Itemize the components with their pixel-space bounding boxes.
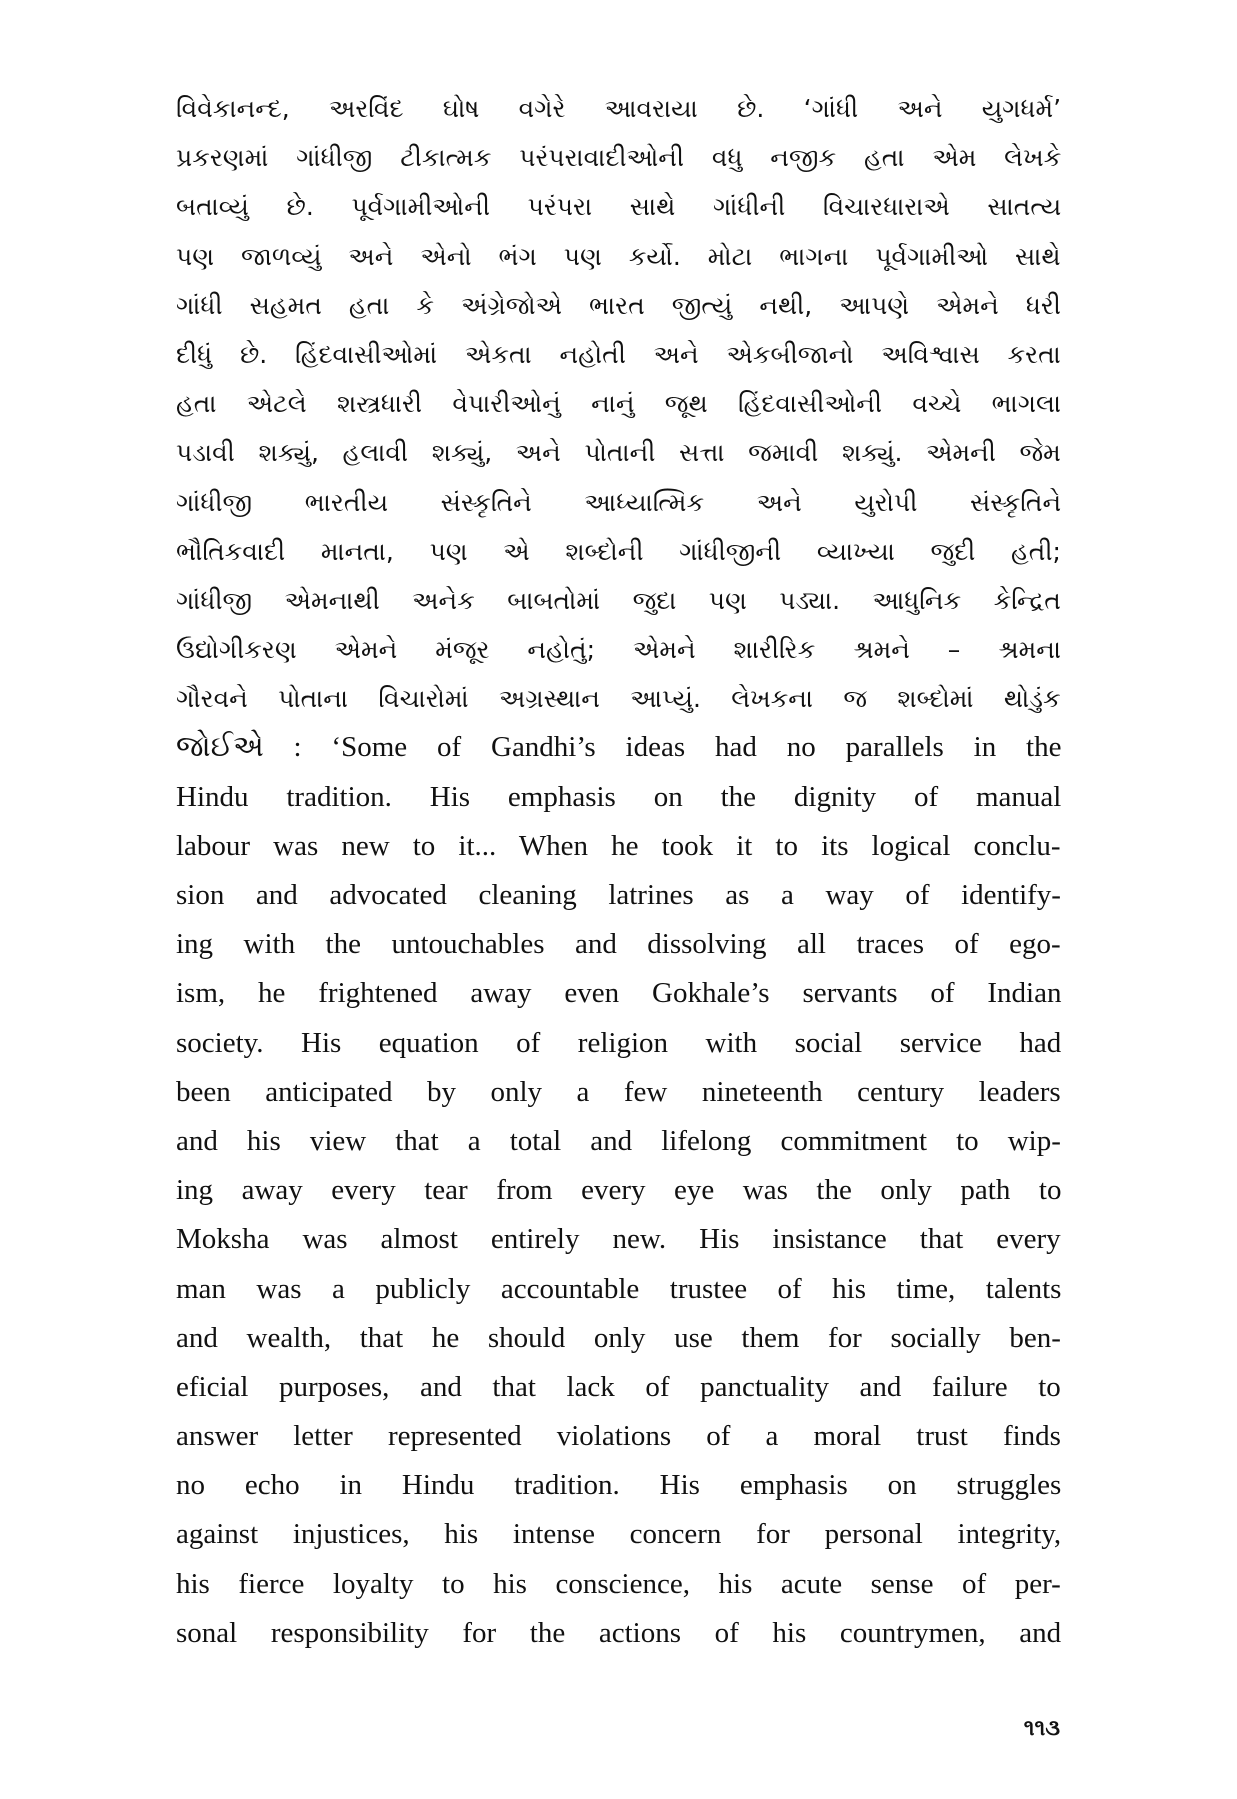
text-line: answer letter represented violations of a moral trust finds [176,1420,1061,1453]
text-line: against injustices, his intense concern for personal integrity, [176,1518,1062,1551]
text-line: sion and advocated cleaning latrines as a way of identify- [176,879,1061,911]
text-line: ing away every tear from every eye was the only path to [176,1174,1062,1207]
text-line: Hindu tradition. His emphasis on the dignity of manual [176,780,1062,813]
text-line: labour was new to it... When he took it to its logical conclu- [176,829,1061,862]
text-line: ગૌરવને પોતાના વિચારોમાં અગ્રસ્થાન આપ્યું. લેખકના જ શબ્દોમાં થોડુંક [176,684,1061,714]
text-line: બતાવ્યું છે. પૂર્વગામીઓની પરંપરા સાથે ગાંધીની વિચારધારાએ સાતત્ય [176,192,1062,222]
text-line: sonal responsibility for the actions of his countrymen, and [176,1616,1062,1649]
text-line: વિવેકાનન્દ, અરવિંદ ઘોષ વગેરે આવરાયા છે. ‘ગાંધી અને યુગધર્મ’ [176,94,1062,123]
text-line: પ્રકરણમાં ગાંધીજી ટીકાત્મક પરંપરાવાદીઓની વધુ નજીક હતા એમ લેખકે [176,143,1062,173]
text-line: and wealth, that he should only use them for socially ben- [176,1321,1061,1354]
text-line: man was a publicly accountable trustee of his time, talents [176,1272,1062,1305]
text-line: પણ જાળવ્યું અને એનો ભંગ પણ કર્યો. મોટા ભાગના પૂર્વગામીઓ સાથે [176,241,1061,271]
text-line: his fierce loyalty to his conscience, his acute sense of per- [176,1567,1061,1600]
text-line: હતા એટલે શસ્ત્રધારી વેપારીઓનું નાનું જૂથ હિંદવાસીઓની વચ્ચે ભાગલા [176,389,1062,419]
text-line: ભૌતિકવાદી માનતા, પણ એ શબ્દોની ગાંધીજીની વ્યાખ્યા જુદી હતી; [176,536,1061,566]
text-line: ism, he frightened away even Gokhale’s servants of Indian [176,977,1062,1010]
text-line: ઉદ્યોગીકરણ એમને મંજૂર નહોતું; એમને શારીરિક શ્રમને – શ્રમના [176,635,1062,665]
text-line: ગાંધીજી ભારતીય સંસ્કૃતિને આધ્યાત્મિક અને યુરોપી સંસ્કૃતિને [176,487,1062,517]
text-line: eficial purposes, and that lack of panctuality and failure to [176,1370,1061,1403]
text-line: and his view that a total and lifelong commitment to wip- [176,1124,1061,1157]
text-line: દીધું છે. હિંદવાસીઓમાં એકતા નહોતી અને એકબીજાનો અવિશ્વાસ કરતા [176,339,1061,369]
text-line: ગાંધીજી એમનાથી અનેક બાબતોમાં જુદા પણ પડ્યા. આધુનિક કેન્દ્રિત [176,585,1061,615]
page-number: ૧૧૩ [1023,1716,1060,1741]
text-line: Moksha was almost entirely new. His insistance that every [176,1223,1061,1256]
text-line: ing with the untouchables and dissolving all traces of ego- [176,928,1061,961]
text-line: પડાવી શક્યું, હલાવી શક્યું, અને પોતાની સત્તા જમાવી શક્યું. એમની જેમ [176,438,1061,468]
body-text [176,84,1061,1658]
text-line: ગાંધી સહમત હતા કે અંગ્રેજોએ ભારત જીત્યું નથી, આપણે એમને ધરી [176,290,1061,320]
text-line: જોઈએ : ‘Some of Gandhi’s ideas had no parallels in the [176,731,1062,764]
text-line: society. His equation of religion with social service had [176,1026,1062,1059]
text-line: been anticipated by only a few nineteenth century leaders [176,1075,1061,1108]
text-line: no echo in Hindu tradition. His emphasis on struggles [176,1469,1062,1502]
